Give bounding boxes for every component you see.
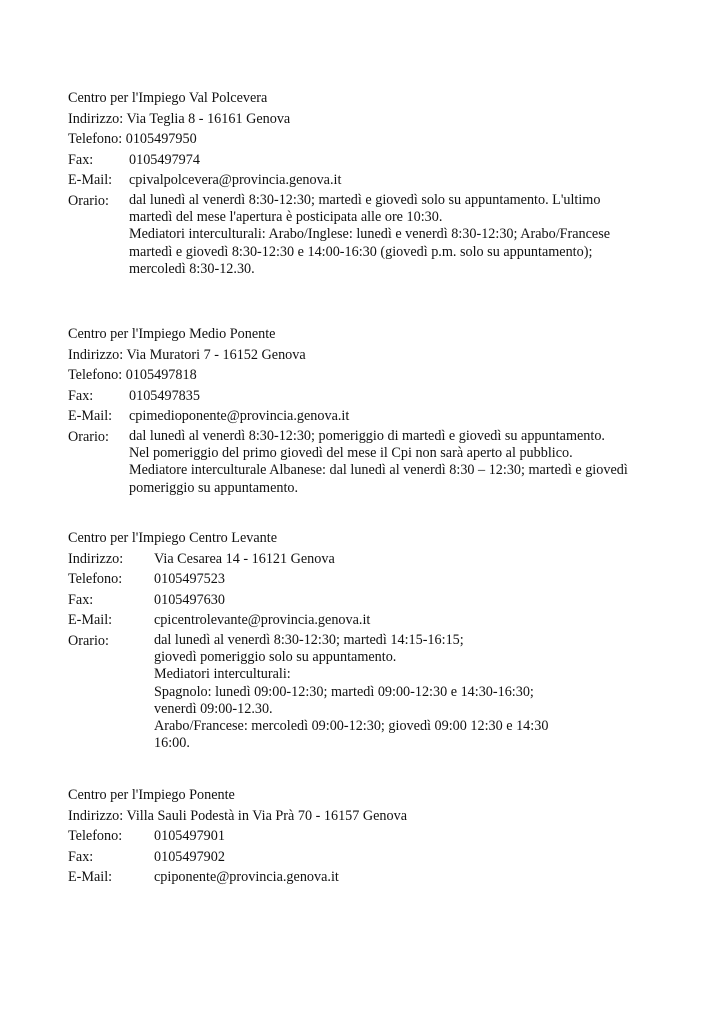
phone-label: Telefono: [68,367,123,383]
address-row [68,345,668,366]
hours-label: Orario: [68,192,109,209]
email-row [68,170,668,191]
address-value [68,806,668,827]
email-value: cpivalpolcevera@provincia.genova.it [129,172,342,188]
fax-value: 0105497974 [129,151,200,168]
hours-line: mercoledì 8:30-12.30. [129,260,255,277]
hours-row [68,191,668,279]
hours-line: Mediatore interculturale Albanese: dal lunedì al venerdì 8:30 – 12:30; martedì e giovedì [129,462,628,479]
hours-line: 16:00. [154,735,190,752]
address-text: Via Muratori 7 - 16152 Genova [126,346,306,363]
fax-label: Fax: [68,387,94,404]
fax-value: 0105497630 [154,591,225,608]
email-value: cpicentrolevante@provincia.genova.it [154,612,371,628]
fax-value: 0105497835 [129,387,200,404]
email-label: E-Mail: [68,869,113,885]
phone-row [68,569,668,590]
phone-label: Telefono: [68,571,123,587]
hours-line: dal lunedì al venerdì 8:30-12:30; martedì e giovedì solo su appuntamento. L'ultimo [129,192,601,208]
hours-value [129,191,668,279]
address-row [68,806,668,827]
fax-value: 0105497902 [154,848,225,865]
office-title: Centro per l'Impiego Ponente [68,787,235,803]
address-text: Villa Sauli Podestà in Via Prà 70 - 16157 Genova [126,807,408,824]
email-row [68,610,668,631]
email-value: cpimedioponente@provincia.genova.it [129,408,350,424]
hours-value [154,631,668,753]
address-value: Via Cesarea 14 - 16121 Genova [154,550,335,567]
office-title: Centro per l'Impiego Medio Ponente [68,326,276,342]
address-label: Indirizzo: [68,346,124,363]
address-row [68,549,668,570]
office-title: Centro per l'Impiego Centro Levante [68,530,277,546]
phone-value: 0105497901 [154,828,225,844]
address-label: Indirizzo: [68,550,124,567]
phone-row [68,826,668,847]
fax-row [68,590,668,611]
email-row [68,867,668,888]
email-value: cpiponente@provincia.genova.it [154,869,339,885]
email-label: E-Mail: [68,172,113,188]
hours-label: Orario: [68,632,109,649]
hours-line: venerdì 09:00-12.30. [154,700,273,717]
hours-line: pomeriggio su appuntamento. [129,479,299,496]
email-label: E-Mail: [68,612,113,628]
hours-row [68,631,668,753]
phone-row [68,129,668,150]
office-medio-ponente [68,324,668,497]
hours-line: Mediatori interculturali: [154,666,291,683]
phone-value [68,365,668,386]
address-label: Indirizzo: [68,807,124,824]
hours-line: giovedì pomeriggio solo su appuntamento. [154,649,397,666]
fax-row [68,847,668,868]
hours-line: Nel pomeriggio del primo giovedì del mese il Cpi non sarà aperto al pubblico. [129,445,573,462]
phone-text: 0105497950 [125,131,197,147]
phone-label: Telefono: [68,828,123,844]
hours-line: Arabo/Francese: mercoledì 09:00-12:30; giovedì 09:00 12:30 e 14:30 [154,718,549,735]
fax-label: Fax: [68,151,94,168]
email-label: E-Mail: [68,408,113,424]
fax-row [68,150,668,171]
hours-line: dal lunedì al venerdì 8:30-12:30; martedì 14:15-16:15; [154,632,464,648]
phone-row [68,365,668,386]
address-value [68,345,668,366]
hours-line: Mediatori interculturali: Arabo/Inglese: lunedì e venerdì 8:30-12:30; Arabo/Francese [129,226,611,243]
fax-row [68,386,668,407]
office-centro-levante [68,528,668,752]
address-text: Via Teglia 8 - 16161 Genova [126,110,291,127]
hours-line: dal lunedì al venerdì 8:30-12:30; pomeriggio di martedì e giovedì su appuntamento. [129,428,605,444]
office-ponente [68,785,668,888]
address-label: Indirizzo: [68,110,124,127]
hours-value [129,427,668,497]
office-title: Centro per l'Impiego Val Polcevera [68,90,268,106]
hours-line: martedì del mese l'apertura è posticipata alle ore 10:30. [129,209,443,226]
hours-row [68,427,668,497]
phone-value: 0105497523 [154,571,225,587]
hours-label: Orario: [68,428,109,445]
fax-label: Fax: [68,848,94,865]
phone-value [68,129,668,150]
office-val-polcevera [68,88,668,278]
hours-line: martedì e giovedì 8:30-12:30 e 14:00-16:30 (giovedì p.m. solo su appuntamento); [129,243,593,260]
address-row [68,109,668,130]
phone-text: 0105497818 [125,367,197,383]
hours-line: Spagnolo: lunedì 09:00-12:30; martedì 09:00-12:30 e 14:30-16:30; [154,683,534,700]
email-row [68,406,668,427]
fax-label: Fax: [68,591,94,608]
address-value [68,109,668,130]
phone-label: Telefono: [68,131,123,147]
